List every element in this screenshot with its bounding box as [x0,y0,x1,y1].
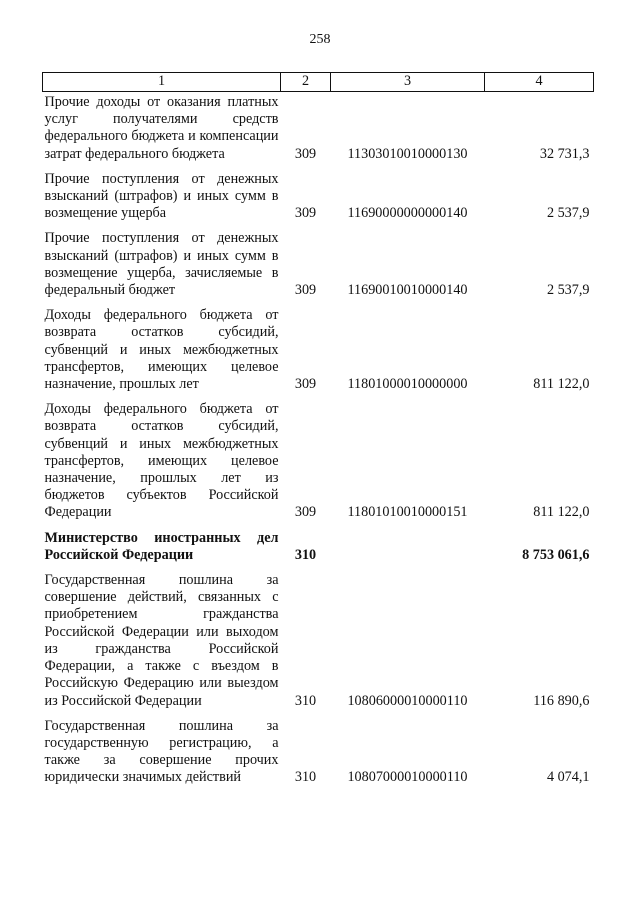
row-admin-code: 309 [294,282,317,299]
ministry-admin-code: 310 [294,546,317,563]
table-row [43,92,594,171]
table-row [43,307,594,401]
row-admin-code: 309 [294,504,317,521]
ministry-revenue-code [331,530,485,572]
table-row [43,171,594,231]
row-revenue-code: 11303010010000130 [347,145,468,162]
row-admin-code: 309 [294,205,317,222]
ministry-total-row [43,530,594,572]
row-revenue-code: 10806000010000110 [347,692,468,709]
row-revenue-code: 11690000000000140 [347,205,468,222]
row-revenue-code: 10807000010000110 [347,769,468,786]
row-admin-code: 309 [294,145,317,162]
header-col-1: 1 [43,73,281,92]
row-amount: 2 537,9 [546,282,590,299]
row-revenue-code: 11801000010000000 [347,376,468,393]
header-col-3: 3 [331,73,485,92]
row-name: Государственная пошлина за совершение действий, связанных с приобретением гражданства Российской Федерации или выходом из гражданства Российской Федерации, а также с въездом в Российскую Федерацию или выездом из Российской Федерации [44,572,279,709]
budget-revenue-table [42,72,594,795]
row-name: Доходы федерального бюджета от возврата остатков субсидий, субвенций и иных межбюджетных трансфертов, имеющих целевое назначение, прошлых лет из бюджетов субъектов Российской Федерации [44,401,279,521]
row-name: Государственная пошлина за государственную регистрацию, а также за совершение прочих юридически значимых действий [44,717,279,786]
header-col-4: 4 [485,73,594,92]
row-name: Доходы федерального бюджета от возврата остатков субсидий, субвенций и иных межбюджетных трансфертов, имеющих целевое назначение, прошлых лет [44,307,279,393]
row-amount: 2 537,9 [546,205,590,222]
page-number: 258 [309,32,331,47]
row-revenue-code: 11801010010000151 [347,504,468,521]
row-amount: 4 074,1 [546,769,590,786]
table-header-row [43,73,594,92]
table-row [43,401,594,529]
row-amount: 811 122,0 [533,376,590,393]
row-amount: 811 122,0 [533,504,590,521]
row-name: Прочие доходы от оказания платных услуг получателями средств федерального бюджета и компенсации затрат федерального бюджета [44,94,279,162]
row-amount: 116 890,6 [533,692,590,709]
row-amount: 32 731,3 [539,145,590,162]
row-admin-code: 310 [294,769,317,786]
ministry-total-amount: 8 753 061,6 [522,546,590,563]
table-row [43,718,594,795]
table-row [43,230,594,307]
row-name: Прочие поступления от денежных взысканий (штрафов) и иных сумм в возмещение ущерба, зачисляемые в федеральный бюджет [44,230,279,299]
row-admin-code: 309 [294,376,317,393]
row-name: Прочие поступления от денежных взысканий (штрафов) и иных сумм в возмещение ущерба [44,170,279,222]
ministry-name: Министерство иностранных дел Российской Федерации [44,529,279,563]
row-revenue-code: 11690010010000140 [347,282,468,299]
header-col-2: 2 [281,73,331,92]
row-admin-code: 310 [294,692,317,709]
table-row [43,572,594,718]
